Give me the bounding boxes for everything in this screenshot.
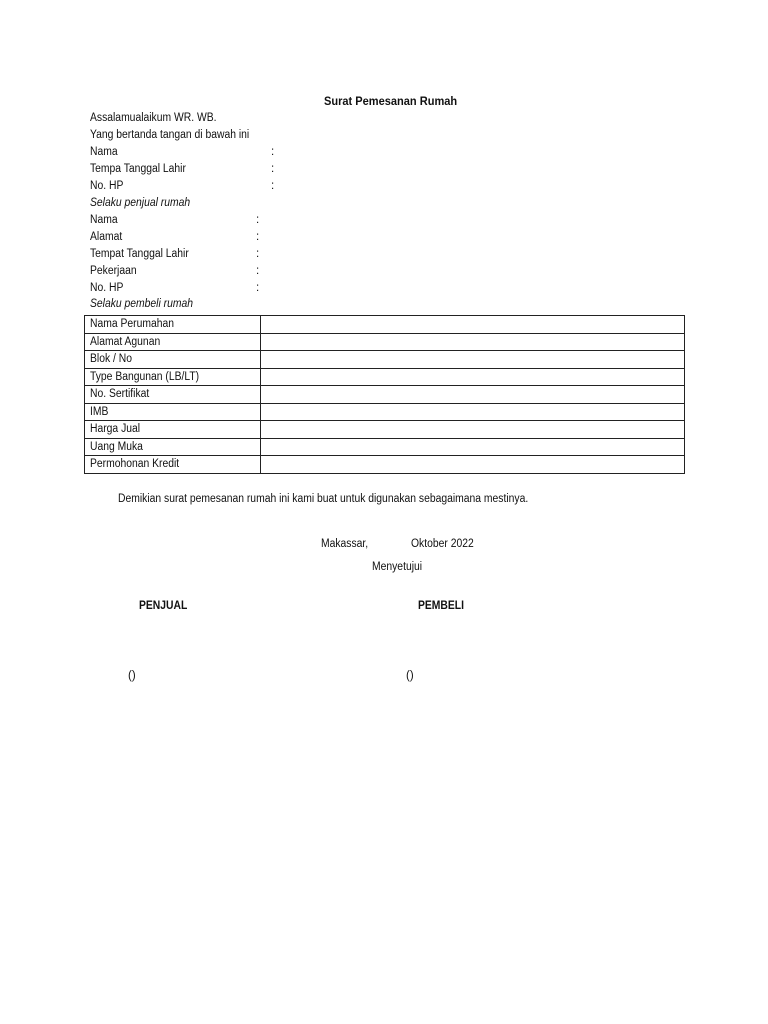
table-cell-value [261, 403, 685, 421]
seller-role-text: Selaku penjual rumah [90, 197, 191, 209]
seller-field-name-colon: : [271, 146, 275, 158]
table-row [85, 333, 685, 351]
intro-text: Yang bertanda tangan di bawah ini [90, 129, 250, 141]
table-cell-value [261, 421, 685, 439]
place-text: Makassar, [321, 538, 369, 550]
seller-field-phone-colon: : [271, 180, 275, 192]
date-text: Oktober 2022 [411, 538, 474, 550]
seller-name-placeholder: () [128, 670, 136, 682]
buyer-role-text: Selaku pembeli rumah [90, 298, 193, 310]
approval-text: Menyetujui [372, 561, 423, 573]
table-cell-label: Permohonan Kredit [85, 456, 261, 474]
buyer-field-address-colon: : [256, 231, 260, 243]
table-cell-label: No. Sertifikat [85, 386, 261, 404]
table-cell-label: Blok / No [85, 351, 261, 369]
property-table [84, 315, 685, 474]
table-row [85, 386, 685, 404]
closing-statement: Demikian surat pemesanan rumah ini kami buat untuk digunakan sebagaimana mestinya. [118, 493, 529, 505]
seller-field-birth-label: Tempa Tanggal Lahir [90, 163, 186, 175]
buyer-field-job-colon: : [256, 265, 260, 277]
buyer-signature-label: PEMBELI [418, 600, 465, 612]
buyer-field-birth-colon: : [256, 248, 260, 260]
table-cell-value [261, 368, 685, 386]
table-cell-label: Type Bangunan (LB/LT) [85, 368, 261, 386]
table-row [85, 368, 685, 386]
table-cell-value [261, 333, 685, 351]
seller-field-birth-colon: : [271, 163, 275, 175]
table-cell-value [261, 316, 685, 334]
table-row [85, 403, 685, 421]
table-cell-value [261, 386, 685, 404]
table-cell-value [261, 456, 685, 474]
letter-title: Surat Pemesanan Rumah [324, 94, 458, 108]
greeting: Assalamualaikum WR. WB. [90, 112, 217, 124]
table-cell-label: Nama Perumahan [85, 316, 261, 334]
buyer-field-name-colon: : [256, 214, 260, 226]
table-cell-label: Harga Jual [85, 421, 261, 439]
seller-signature-label: PENJUAL [139, 600, 188, 612]
table-cell-label: IMB [85, 403, 261, 421]
buyer-field-phone-colon: : [256, 282, 260, 294]
table-cell-label: Uang Muka [85, 438, 261, 456]
table-row [85, 316, 685, 334]
table-cell-value [261, 438, 685, 456]
table-cell-label: Alamat Agunan [85, 333, 261, 351]
table-row [85, 456, 685, 474]
table-row [85, 438, 685, 456]
table-cell-value [261, 351, 685, 369]
table-row [85, 351, 685, 369]
seller-field-name-label: Nama [90, 146, 118, 158]
buyer-field-phone-label: No. HP [90, 282, 124, 294]
seller-field-phone-label: No. HP [90, 180, 124, 192]
buyer-field-name-label: Nama [90, 214, 118, 226]
buyer-field-birth-label: Tempat Tanggal Lahir [90, 248, 189, 260]
buyer-field-address-label: Alamat [90, 231, 123, 243]
buyer-field-job-label: Pekerjaan [90, 265, 137, 277]
table-row [85, 421, 685, 439]
buyer-name-placeholder: () [406, 670, 414, 682]
